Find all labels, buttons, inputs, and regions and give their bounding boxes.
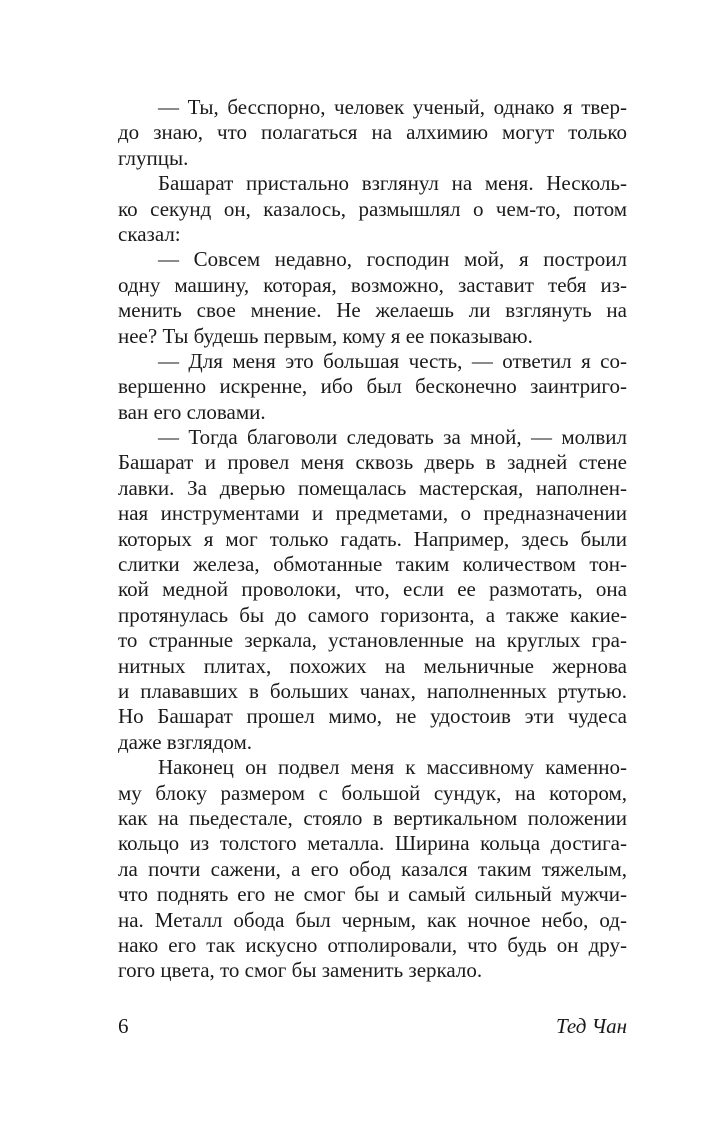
text-line: лавки. За дверью помещалась мастерская, наполнен- [118, 475, 627, 500]
text-line: Наконец он подвел меня к массивному каменно- [158, 755, 627, 780]
text-line: гого цвета, то смог бы заменить зеркало. [118, 958, 483, 983]
text-line: до знаю, что полагаться на алхимию могут только [118, 120, 627, 145]
text-line: му блоку размером с большой сундук, на котором, [118, 780, 627, 805]
text-line: кой медной проволоки, что, если ее размотать, она [118, 577, 627, 602]
text-line: нее? Ты будешь первым, кому я ее показываю. [118, 323, 533, 348]
text-line: сказал: [118, 221, 181, 246]
text-line: ко секунд он, казалось, размышлял о чем-то, потом [118, 196, 627, 221]
text-line: ван его словами. [118, 399, 266, 424]
text-line: — Совсем недавно, господин мой, я построил [158, 247, 627, 272]
page-number: 6 [118, 1014, 129, 1038]
text-line: вершенно искренне, ибо был бесконечно заинтриго- [118, 374, 627, 399]
text-line: глупцы. [118, 145, 189, 170]
text-line: одну машину, которая, возможно, заставит тебя из- [118, 272, 627, 297]
text-line: то странные зеркала, установленные на круглых гра- [118, 628, 627, 653]
text-line: нитных плитах, похожих на мельничные жернова [118, 653, 627, 678]
text-line: Башарат и провел меня сквозь дверь в задней стене [118, 450, 627, 475]
text-line: — Для меня это большая честь, — ответил я со- [158, 348, 627, 373]
text-line: кольцо из толстого металла. Ширина кольца достига- [118, 831, 627, 856]
page-footer [118, 1012, 627, 1040]
page-body [118, 95, 627, 984]
text-line: ная инструментами и предметами, о предназначении [118, 501, 627, 526]
text-line: ла почти сажени, а его обод казался таким тяжелым, [118, 856, 627, 881]
text-line: Но Башарат прошел мимо, не удостоив эти чудеса [118, 704, 627, 729]
text-line: — Тогда благоволи следовать за мной, — молвил [158, 425, 627, 450]
text-line: как на пьедестале, стояло в вертикальном положении [118, 805, 627, 830]
text-line: протянулась бы до самого горизонта, а также какие- [118, 602, 627, 627]
text-line: менить свое мнение. Не желаешь ли взглянуть на [118, 298, 627, 323]
text-line: Башарат пристально взглянул на меня. Несколь- [158, 171, 627, 196]
text-line: нако его так искусно отполировали, что будь он дру- [118, 932, 627, 957]
text-line: на. Металл обода был черным, как ночное небо, од- [118, 907, 627, 932]
running-footer-author: Тед Чан [556, 1014, 627, 1038]
text-line: которых я мог только гадать. Например, здесь были [118, 526, 627, 551]
text-line: что поднять его не смог бы и самый сильный мужчи- [118, 882, 627, 907]
text-line: слитки железа, обмотанные таким количеством тон- [118, 552, 627, 577]
text-line: — Ты, бесспорно, человек ученый, однако я твер- [158, 95, 627, 119]
text-line: и плававших в больших чанах, наполненных ртутью. [118, 678, 627, 703]
text-line: даже взглядом. [118, 729, 253, 754]
